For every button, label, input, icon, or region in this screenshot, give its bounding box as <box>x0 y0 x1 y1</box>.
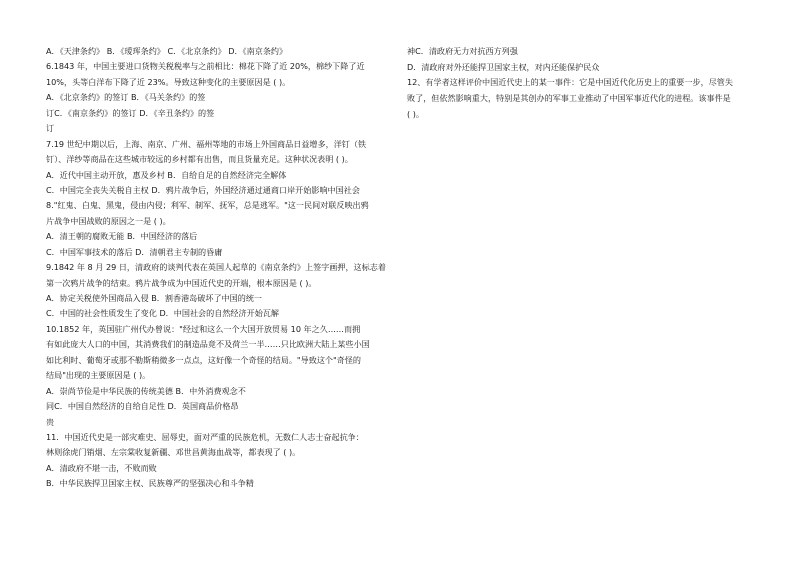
text-line: A．《天津条约》 B．《瑷珲条约》 C．《北京条约》 D．《南京条约》 <box>46 46 288 56</box>
text-line: 第一次鸦片战争的结束。鸦片战争成为中国近代史的开端，根本原因是 ( )。 <box>46 277 317 288</box>
text-line: A．《北京条约》的签订 B．《马关条约》的签 <box>46 92 206 103</box>
text-line: C．中国完全丧失关税自主权 D．鸦片战争后，外国经济通过通商口岸开始影响中国社会 <box>46 184 360 195</box>
text-line: 有如此庞大人口的中国，其消费我们的制造品竟不及荷兰一半……只比欧洲大陆上某些小国 <box>46 339 370 350</box>
text-line: 10.1852 年，英国驻广州代办曾说："经过和这么一个大国开放贸易 10 年之久……而拥 <box>46 323 361 334</box>
text-line: A．清王朝的腐败无能 B．中国经济的落后 <box>46 231 198 242</box>
text-line: 6.1843 年，中国主要进口货物关税税率与之前相比：棉花下降了近 20%，棉纱下降了近 <box>46 61 365 72</box>
text-line: 败了，但依然影响重大，特别是其创办的军事工业推动了中国军事近代化的进程。该事件是 <box>407 93 731 104</box>
text-line: A．协定关税使外国商品入侵 B．割香港岛破坏了中国的统一 <box>46 293 263 303</box>
text-line: 订 <box>46 123 55 134</box>
text-line: B．中华民族捍卫国家主权、民族尊严的坚强决心和斗争精 <box>46 478 254 489</box>
text-line: 订C．《南京条约》的签订 D．《辛丑条约》的签 <box>46 107 215 118</box>
text-line: 结局"出现的主要原因是 ( )。 <box>46 370 151 381</box>
text-line: 7.19 世纪中期以后，上海、南京、广州、福州等地的市场上外国商品日益增多，洋钉（铁 <box>46 138 367 149</box>
text-line: 片战争中国战败的原因之一是 ( )。 <box>46 215 171 226</box>
text-line: 10%，头等白洋布下降了近 23%。导致这种变化的主要原因是 ( )。 <box>46 76 291 87</box>
text-line: 12、有学者这样评价中国近代史上的某一事件：它是中国近代化历史上的重要一步，尽管失 <box>407 77 733 88</box>
right-column <box>407 44 752 122</box>
text-line: C．中国的社会性质发生了变化 D．中国社会的自然经济开始瓦解 <box>46 308 279 319</box>
text-line: 神C．清政府无力对抗西方列强 <box>407 46 518 56</box>
text-line: 贵 <box>46 416 55 427</box>
text-line: A．近代中国主动开放，惠及乡村 B．自给自足的自然经济完全解体 <box>46 169 287 180</box>
text-line: A．清政府不堪一击，不败而败 <box>46 462 157 473</box>
text-line: 8."红鬼、白鬼、黑鬼，侵由内侵；利军、制军、抚军，总是逃军。"这一民间对联反映出鸦 <box>46 200 369 211</box>
text-line: 9.1842 年 8 月 29 日，清政府的谈判代表在英国人起草的《南京条约》上签字画押，这标志着 <box>46 262 386 273</box>
text-line: C．中国军事技术的落后 D．清朝君主专制的昏庸 <box>46 246 223 257</box>
text-line: 同C．中国自然经济的自给自足性 D．英国商品价格昂 <box>46 401 239 412</box>
text-line: 如比利时、葡萄牙或那不勒斯稍微多一点点，这好像一个奇怪的结局。"导致这个"奇怪的 <box>46 354 362 365</box>
text-line: 林则徐虎门销烟、左宗棠收复新疆、邓世昌黄海血战等，都表现了 ( )。 <box>46 447 301 458</box>
text-line: ( )。 <box>407 108 424 119</box>
text-line: A．崇尚节俭是中华民族的传统美德 B．中外消费观念不 <box>46 385 246 396</box>
text-line: D．清政府对外还能捍卫国家主权，对内还能保护民众 <box>407 61 600 72</box>
left-column <box>46 44 402 492</box>
text-line: 钉）、洋纱等商品在这些城市较远的乡村都有出售，而且货量充足。这种状况表明 ( )。 <box>46 154 353 165</box>
text-line: 11．中国近代史是一部灾难史、屈辱史，面对严重的民族危机，无数仁人志士奋起抗争： <box>46 431 364 442</box>
